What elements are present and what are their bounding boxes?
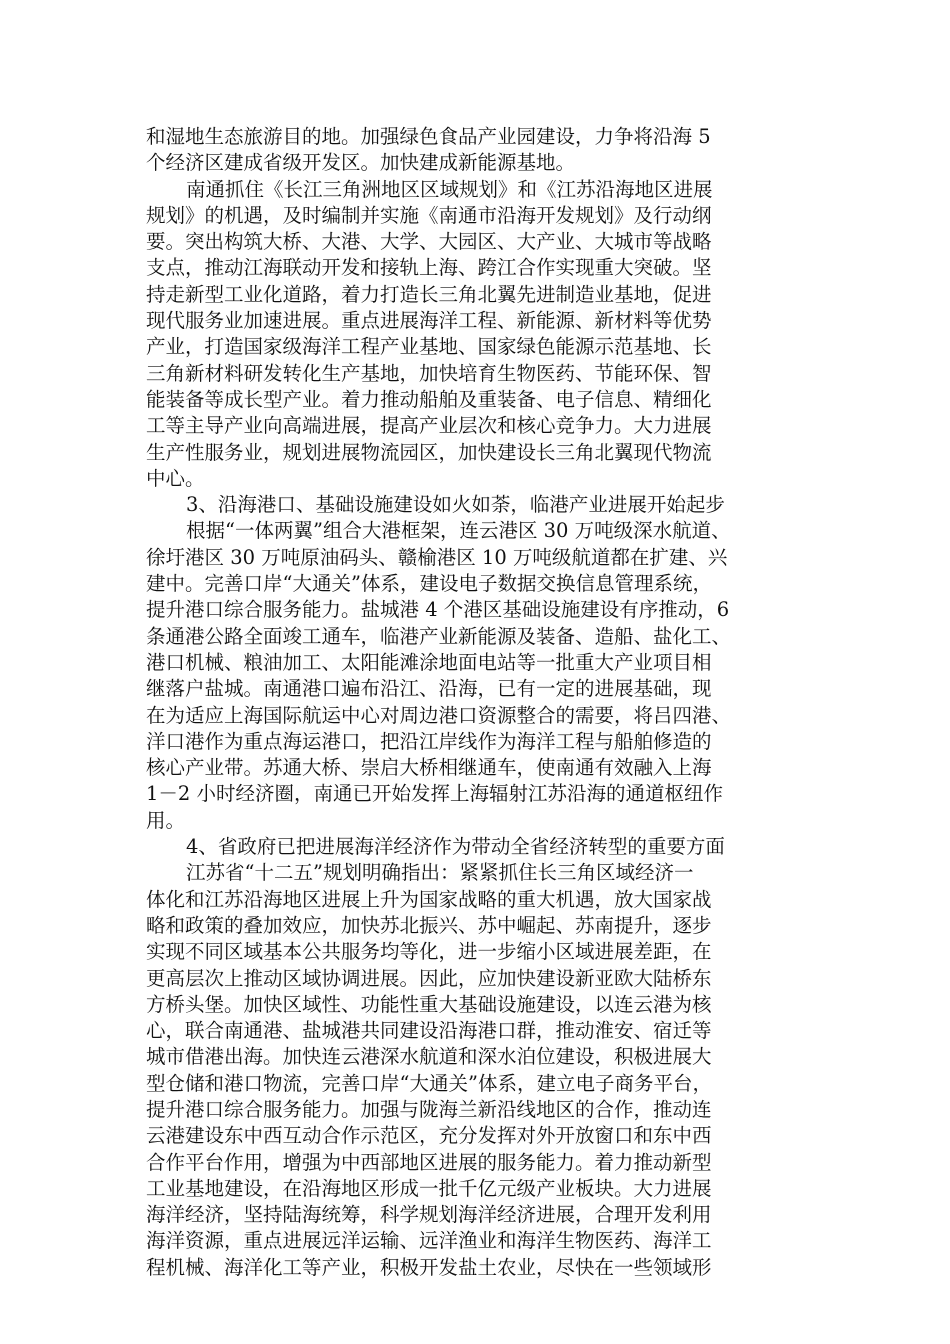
text-line: 产业，打造国家级海洋工程产业基地、国家绿色能源示范基地、长 (146, 335, 712, 359)
text-line: 个经济区建成省级开发区。加快建成新能源基地。 (146, 151, 576, 175)
text-line: 生产性服务业，规划进展物流园区，加快建设长三角北翼现代物流 (146, 440, 712, 464)
text-line: 3、沿海港口、基础设施建设如火如荼，临港产业进展开始起步 (186, 493, 725, 517)
text-line: 合作平台作用，增强为中西部地区进展的服务能力。着力推动新型 (146, 1150, 712, 1174)
text-line: 核心产业带。苏通大桥、崇启大桥相继通车，使南通有效融入上海 (146, 756, 712, 780)
text-line: 城市借港出海。加快连云港深水航道和深水泊位建设，积极进展大 (146, 1045, 712, 1069)
text-line: 和湿地生态旅游目的地。加强绿色食品产业园建设，力争将沿海 5 (146, 125, 711, 148)
text-line: 程机械、海洋化工等产业，积极开发盐土农业，尽快在一些领域形 (146, 1255, 712, 1279)
text-line: 根据“一体两翼”组合大港框架，连云港区 30 万吨级深水航道、 (186, 519, 731, 543)
text-line: 规划》的机遇，及时编制并实施《南通市沿海开发规划》及行动纲 (146, 203, 712, 227)
text-line: 云港建设东中西互动合作示范区，充分发挥对外开放窗口和东中西 (146, 1124, 712, 1148)
text-line: 南通抓住《长江三角洲地区区域规划》和《江苏沿海地区进展 (186, 177, 713, 201)
text-line: 港口机械、粮油加工、太阳能滩涂地面电站等一批重大产业项目相 (146, 650, 712, 674)
text-line: 海洋资源，重点进展远洋运输、远洋渔业和海洋生物医药、海洋工 (146, 1229, 712, 1253)
text-line: 要。突出构筑大桥、大港、大学、大园区、大产业、大城市等战略 (146, 230, 712, 254)
text-line: 4、省政府已把进展海洋经济作为带动全省经济转型的重要方面 (186, 835, 725, 859)
text-line: 提升港口综合服务能力。加强与陇海兰新沿线地区的合作，推动连 (146, 1097, 712, 1121)
text-line: 略和政策的叠加效应，加快苏北振兴、苏中崛起、苏南提升，逐步 (146, 913, 712, 937)
text-line: 用。 (146, 808, 186, 832)
document-body (146, 124, 818, 1281)
text-line: 1－2 小时经济圈，南通已开始发挥上海辐射江苏沿海的通道枢纽作 (146, 782, 724, 806)
text-line: 在为适应上海国际航运中心对周边港口资源整合的需要，将吕四港、 (146, 703, 732, 727)
text-line: 徐圩港区 30 万吨原油码头、赣榆港区 10 万吨级航道都在扩建、兴 (146, 545, 728, 569)
text-line: 中心。 (146, 466, 205, 490)
text-line: 建中。完善口岸“大通关”体系，建设电子数据交换信息管理系统， (146, 572, 712, 596)
text-line: 工业基地建设，在沿海地区形成一批千亿元级产业板块。大力进展 (146, 1176, 712, 1200)
text-line: 实现不同区域基本公共服务均等化，进一步缩小区域进展差距，在 (146, 940, 712, 964)
text-line: 现代服务业加速进展。重点进展海洋工程、新能源、新材料等优势 (146, 309, 712, 333)
text-line: 提升港口综合服务能力。盐城港 4 个港区基础设施建设有序推动，6 (146, 598, 730, 622)
text-line: 继落户盐城。南通港口遍布沿江、沿海，已有一定的进展基础，现 (146, 677, 712, 701)
text-line: 三角新材料研发转化生产基地，加快培育生物医药、节能环保、智 (146, 361, 712, 385)
text-line: 型仓储和港口物流，完善口岸“大通关”体系，建立电子商务平台， (146, 1071, 712, 1095)
text-line: 心，联合南通港、盐城港共同建设沿海港口群，推动淮安、宿迁等 (146, 1019, 712, 1043)
text-line: 方桥头堡。加快区域性、功能性重大基础设施建设，以连云港为核 (146, 992, 712, 1016)
text-line: 海洋经济，坚持陆海统筹，科学规划海洋经济进展，合理开发利用 (146, 1203, 712, 1227)
text-line: 支点，推动江海联动开发和接轨上海、跨江合作实现重大突破。坚 (146, 256, 712, 280)
text-line: 持走新型工业化道路，着力打造长三角北翼先进制造业基地，促进 (146, 282, 712, 306)
text-line: 江苏省“十二五”规划明确指出：紧紧抓住长三角区域经济一 (186, 861, 694, 885)
text-line: 洋口港作为重点海运港口，把沿江岸线作为海洋工程与船舶修造的 (146, 729, 712, 753)
text-line: 条通港公路全面竣工通车，临港产业新能源及装备、造船、盐化工、 (146, 624, 732, 648)
text-line: 更高层次上推动区域协调进展。因此，应加快建设新亚欧大陆桥东 (146, 966, 712, 990)
text-line: 体化和江苏沿海地区进展上升为国家战略的重大机遇，放大国家战 (146, 887, 712, 911)
text-line: 工等主导产业向高端进展，提高产业层次和核心竞争力。大力进展 (146, 414, 712, 438)
text-line: 能装备等成长型产业。着力推动船舶及重装备、电子信息、精细化 (146, 387, 712, 411)
